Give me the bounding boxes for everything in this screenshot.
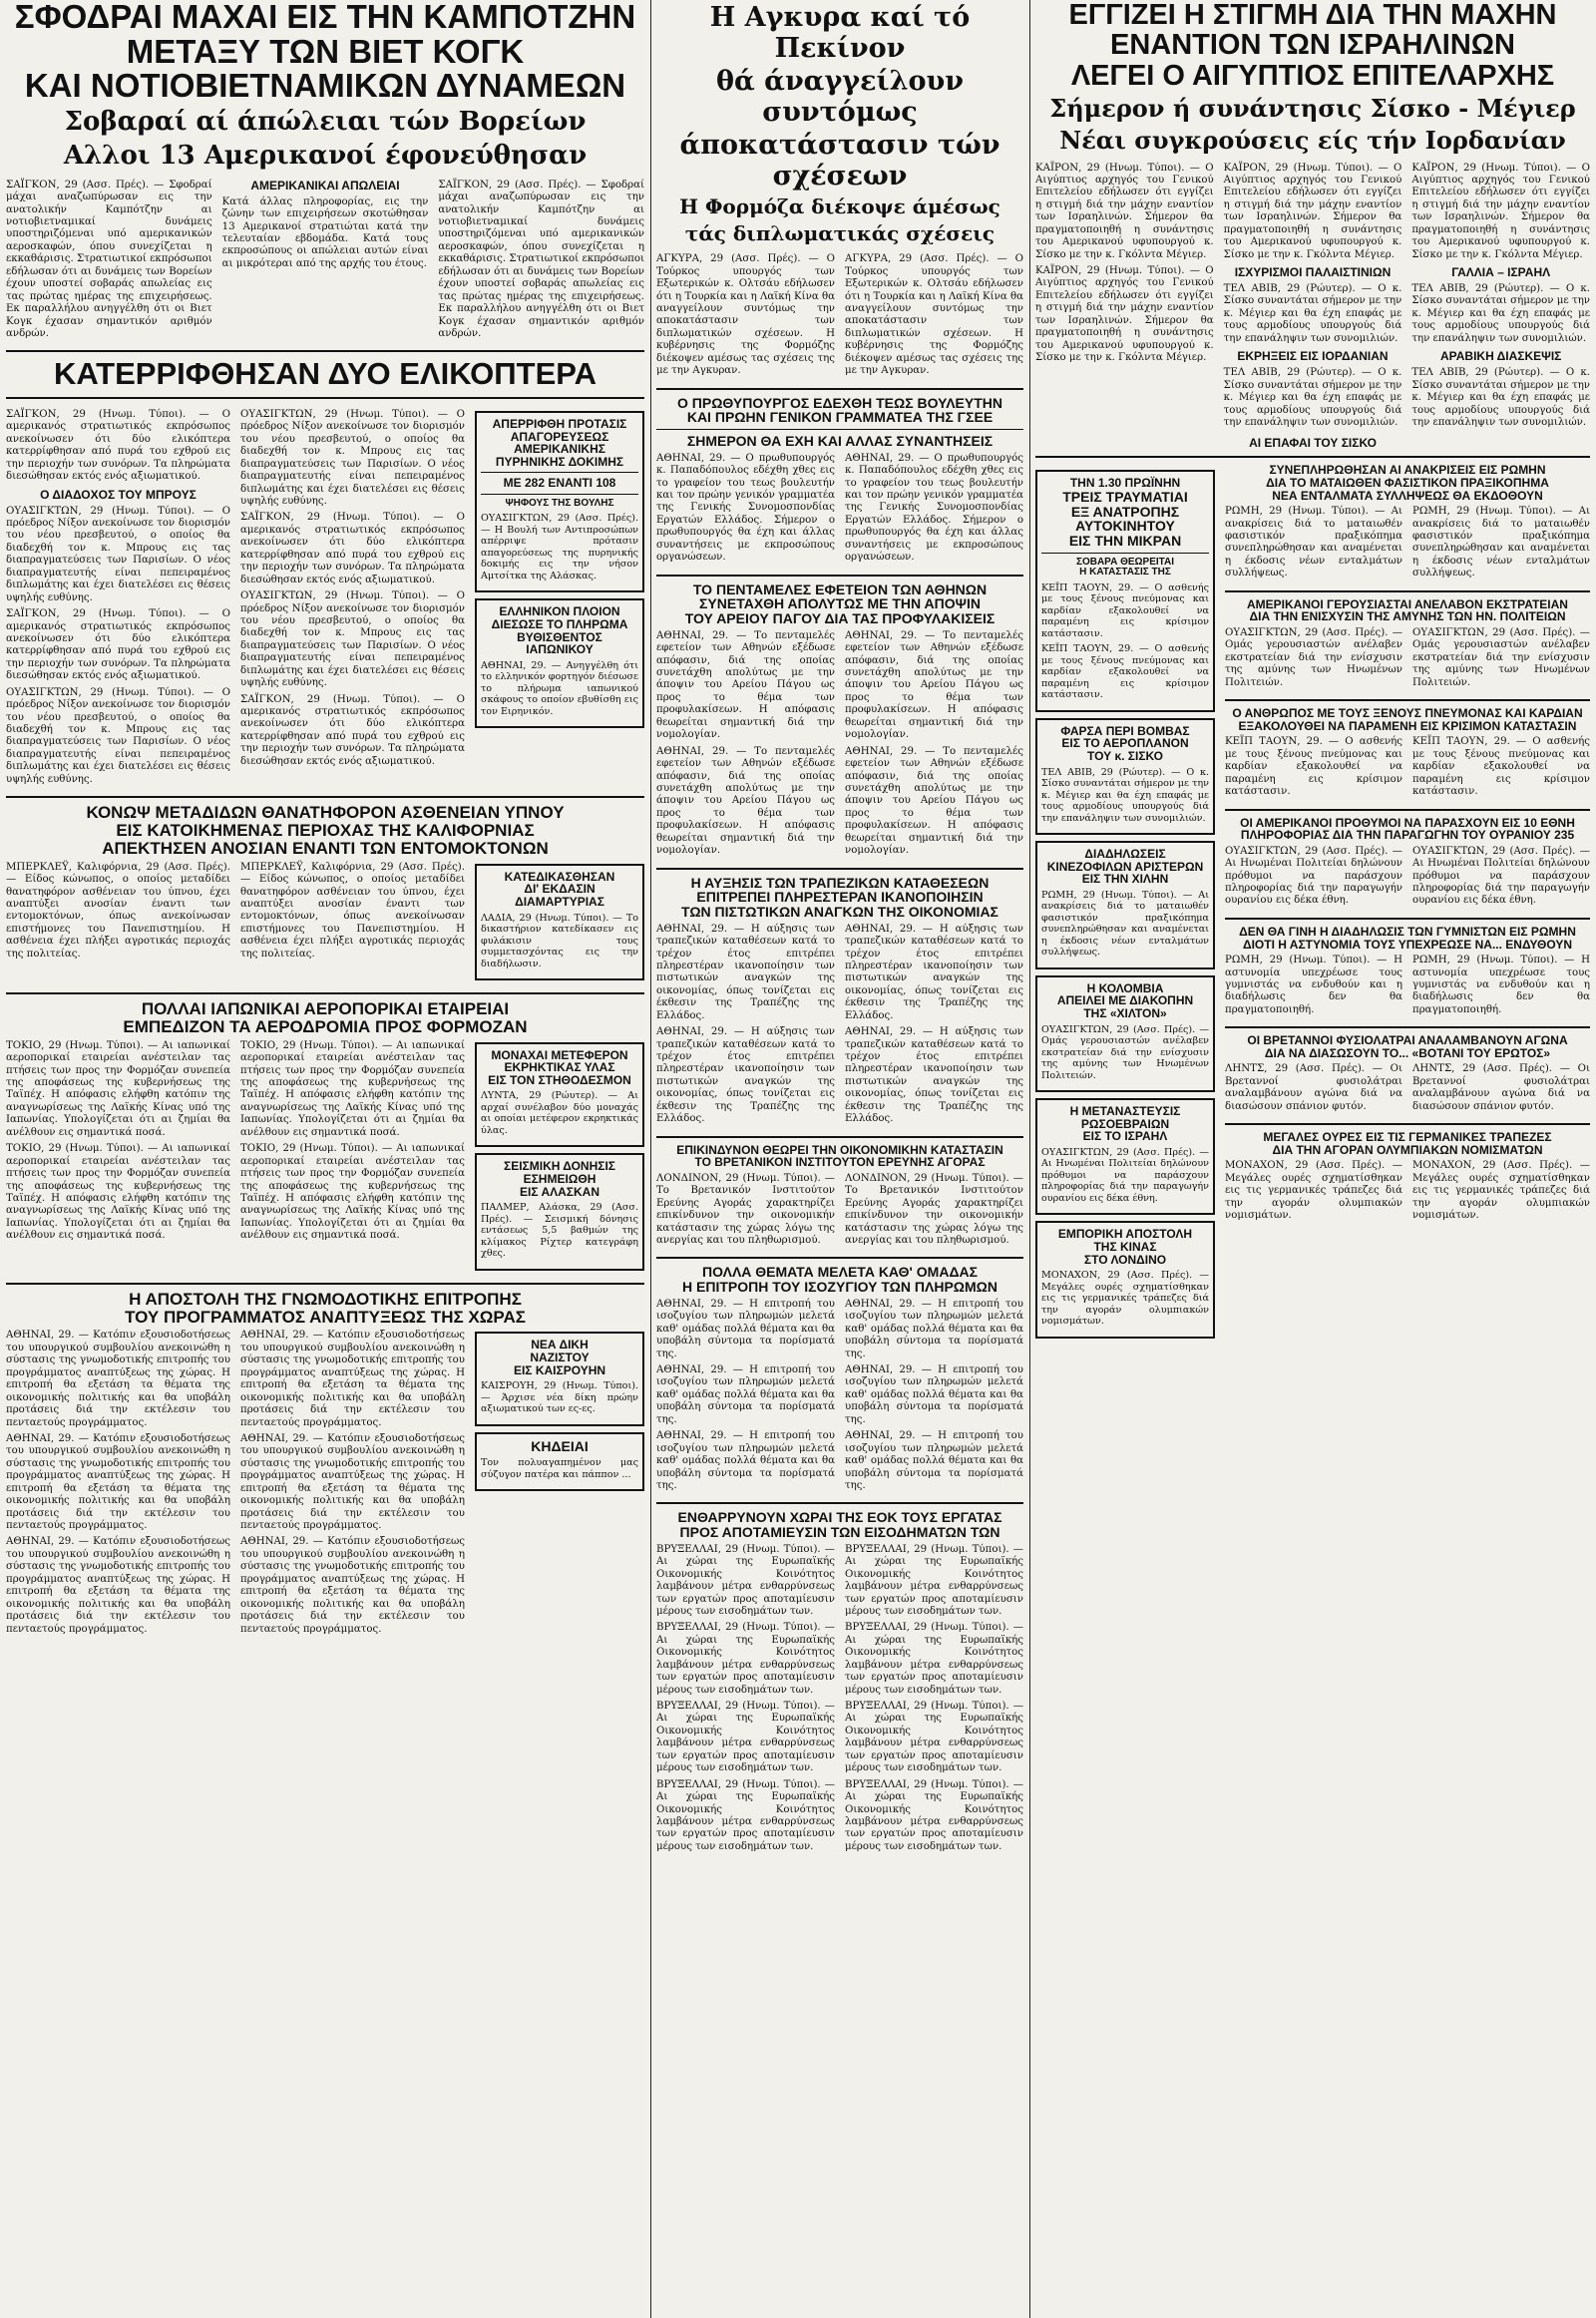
left-column <box>6 0 644 1640</box>
article-text: ΑΘΗΝΑΙ, 29. — Η αύξησις των τραπεζικών καταθέσεων κατά το τρέχον έτος επιτρέπει πληρεστέραν ικανοποίησιν των πιστωτικών αναγκών της οικονομίας, όπως τονίζεται εις έκθεσιν της Τραπέζης της Ελλάδος. <box>656 1026 835 1125</box>
box-headline: ΔΙΕΣΩΣΕ ΤΟ ΠΛΗΡΩΜΑ <box>491 617 628 631</box>
article-text: ΛΟΝΔΙΝΟΝ, 29 (Ηνωμ. Τύποι). — Το Βρετανικόν Ινστιτούτον Ερεύνης Αγοράς χαρακτηρίζει επικίνδυνον την οικονομικήν κατάστασιν της χώρας λόγω της ανεργίας και του πληθωρισμού. <box>845 1172 1023 1247</box>
box-headline: ΕΜΠΟΡΙΚΗ ΑΠΟΣΤΟΛΗ <box>1057 1227 1193 1242</box>
article-text: ΑΘΗΝΑΙ, 29. — Κατόπιν εξουσιοδοτήσεως του υπουργικού συμβουλίου ανεκοινώθη η σύστασις της γνωμοδοτικής επιτροπής του προγράμματος αναπτύξεως της χώρας. Η επιτροπή θα εξετάση τα θέματα της οικονομικής πολιτικής και θα υποβάλη προτάσεις διά την εκτέλεσιν του πενταετούς προγράμματος. <box>6 1432 230 1531</box>
headline-line: ΔΙΑ ΤΟ ΜΑΤΑΙΩΘΕΝ ΦΑΣΙΣΤΙΚΟΝ ΠΡΑΞΙΚΟΠΗΜΑ <box>1266 475 1549 490</box>
section-title: ΑΙ ΕΠΑΦΑΙ ΤΟΥ ΣΙΣΚΟ <box>1249 436 1377 451</box>
headline-line: ΜΕΤΑΞΥ ΤΩΝ ΒΙΕΤ ΚΟΓΚ <box>126 32 525 70</box>
article-text: ΑΘΗΝΑΙ, 29. — Η επιτροπή του ισοζυγίου των πληρωμών μελετά καθ' ομάδας πολλά θέματα και θα υποβάλη σύντομα τα πορίσματά της. <box>656 1364 835 1425</box>
headline-line: ΟΙ ΑΜΕΡΙΚΑΝΟΙ ΠΡΟΘΥΜΟΙ ΝΑ ΠΑΡΑΣΧΟΥΝ ΕΙΣ 10 ΕΘΝΗ <box>1240 815 1575 830</box>
article-text: ΜΟΝΑΧΟΝ, 29 (Ασσ. Πρές). — Μεγάλες ουρές σχηματίσθηκαν εις τις γερμανικές τράπεζες διά την αγοράν ολυμπιακών νομισμάτων. <box>1412 1160 1590 1222</box>
headline-line: Η ΑΠΟΣΤΟΛΗ ΤΗΣ ΓΝΩΜΟΔΟΤΙΚΗΣ ΕΠΙΤΡΟΠΗΣ <box>129 1289 522 1309</box>
headline-line: ΕΠΙΤΡΕΠΕΙ ΠΛΗΡΕΣΤΕΡΑΝ ΙΚΑΝΟΠΟΙΗΣΙΝ <box>696 889 984 906</box>
box-headline: ΤΟΥ κ. ΣΙΣΚΟ <box>1087 748 1163 763</box>
box-headline: ΕΣΗΜΕΙΩΘΗ <box>523 1172 597 1187</box>
box-headline: ΕΙΣ ΤΟ ΙΣΡΑΗΛ <box>1082 1129 1168 1144</box>
box-headline: ΠΥΡΗΝΙΚΗΣ ΔΟΚΙΜΗΣ <box>495 454 624 469</box>
headline-line: ΔΙΑ ΤΗΝ ΕΝΙΣΧΥΣΙΝ ΤΗΣ ΑΜΥΝΗΣ ΤΩΝ ΗΝ. ΠΟΛΙΤΕΙΩΝ <box>1249 609 1566 624</box>
subheadline: Η Φορμόζα διέκοψε άμέσως <box>679 194 1000 219</box>
headline-line: Η ΑΥΞΗΣΙΣ ΤΩΝ ΤΡΑΠΕΖΙΚΩΝ ΚΑΤΑΘΕΣΕΩΝ <box>690 874 990 891</box>
article-text: ΜΠΕΡΚΛΕΫ, Καλιφόρνια, 29 (Ασσ. Πρές). — Είδος κώνωπος, ο οποίος μεταδίδει θανατηφόρον ασθένειαν του ύπνου, έχει αναπτύξει ανοσίαν έναντι των εντομοκτόνων, όπως ανεκοίνωσαν επιστήμονες του Πανεπιστημίου. Η ασθένεια έχει πλήξει αγροτικάς περιοχάς της πολιτείας. <box>6 861 230 960</box>
article-text: Τον πολυαγαπημένον μας σύζυγον πατέρα και πάππον ... <box>481 1457 638 1480</box>
article-text: ΡΩΜΗ, 29 (Ηνωμ. Τύποι). — Αι ανακρίσεις διά το ματαιωθέν φασιστικόν πραξικόπημα συνεπληρώθησαν και αναμένεται η έκδοσις νέων ενταλμάτων συλλήψεως. <box>1225 506 1402 580</box>
headline-line: ΑΜΕΡΙΚΑΝΟΙ ΓΕΡΟΥΣΙΑΣΤΑΙ ΑΝΕΛΑΒΟΝ ΕΚΣΤΡΑΤΕΙΑΝ <box>1247 596 1568 611</box>
box-headline: ΕΙΣ ΤΟ ΑΕΡΟΠΛΑΝΟΝ <box>1061 736 1189 751</box>
article-text: ΚΑΙΣΡΟΥΗ, 29 (Ηνωμ. Τύποι). — Άρχισε νέα δίκη πρώην αξιωματικού των ες-ες. <box>481 1380 638 1415</box>
article-text: ΤΕΛ ΑΒΙΒ, 29 (Ρώυτερ). — Ο κ. Σίσκο συναντάται σήμερον με την κ. Μέγιερ και θα έχη επαφάς με τους αρμοδίους υπουργούς διά την επανάληψιν των συνομιλιών. <box>1041 766 1209 824</box>
article-text: ΑΘΗΝΑΙ, 29. — Ανηγγέλθη ότι το ελληνικόν φορτηγόν διέσωσε το πλήρωμα ιαπωνικού σκάφους το οποίον εβυθίσθη εις τον Ειρηνικόν. <box>481 659 638 717</box>
headline-line: ΤΟΥ ΑΡΕΙΟΥ ΠΑΓΟΥ ΔΙΑ ΤΑΣ ΠΡΟΦΥΛΑΚΙΣΕΙΣ <box>684 610 996 627</box>
article-text: ΚΕΪΠ ΤΑΟΥΝ, 29. — Ο ασθενής με τους ξένους πνεύμονας και καρδίαν εξακολουθεί να παραμένη εις κρίσιμον κατάστασιν. <box>1225 736 1402 798</box>
article-text: ΣΑΪΓΚΟΝ, 29 (Ασσ. Πρές). — Σφοδραί μάχαι αναζωπύρωσαν εις την ανατολικήν Καμπότζην αι νοτιοβιετναμικαί δυνάμεις υποστηριζόμεναι υπό αμερικανικών αεροσκαφών, όπου συνεχίζεται η εκκαθάρισις. Στρατιωτικοί εκπρόσωποι εδήλωσαν ότι αι δυνάμεις των Βορείων έχουν υποστεί σοβαράς απωλείας εις τας πρώτας ημέρας της επιχειρήσεως. Εκ παραλλήλου ανηγγέλθη ότι οι Βιετ Κογκ έχασαν σημαντικόν αριθμόν ανδρών. <box>438 179 644 339</box>
article-text: ΣΑΪΓΚΟΝ, 29 (Ηνωμ. Τύποι). — Ο αμερικανός στρατιωτικός εκπρόσωπος ανεκοίνωσεν ότι δύο ελικόπτερα κατερρίφθησαν από πυρά του εχθρού εις την περιοχήν των συνόρων. Τα πληρώματα διεσώθησαν εκτός ενός αξιωματικού. <box>240 512 465 585</box>
article-text: ΚΑΪΡΟΝ, 29 (Ηνωμ. Τύποι). — Ο Αιγύπτιος αρχηγός του Γενικού Επιτελείου εδήλωσεν ότι εγγίζει η στιγμή διά την μάχην εναντίον των Ισραηλινών. Σήμερον θα πραγματοποιηθή η συνάντησις του Αμερικανού υφυπουργού κ. Σίσκο με την κ. Γκόλντα Μέγιερ. <box>1035 265 1214 364</box>
headline-line: ΔΙΑ ΝΑ ΔΙΑΣΩΣΟΥΝ ΤΟ... «ΒΟΤΑΝΙ ΤΟΥ ΕΡΩΤΟΣ» <box>1264 1045 1551 1060</box>
article-text: ΟΥΑΣΙΓΚΤΩΝ, 29 (Ασσ. Πρές). — Η Βουλή των Αντιπροσώπων απέρριψε πρότασιν απαγορεύσεως της πυρηνικής δοκιμής εις την νήσον Αμτσίτκα της Αλάσκας. <box>481 513 638 581</box>
article-text: ΟΥΑΣΙΓΚΤΩΝ, 29 (Ασσ. Πρές). — Ομάς γερουσιαστών ανέλαβεν εκστρατείαν διά την ενίσχυσιν της αμύνης των Ηνωμένων Πολιτειών. <box>1225 626 1402 688</box>
article-text: ΤΕΛ ΑΒΙΒ, 29 (Ρώυτερ). — Ο κ. Σίσκο συναντάται σήμερον με την κ. Μέγιερ και θα έχη επαφάς με τους αρμοδίους υπουργούς διά την επανάληψιν των συνομιλιών. <box>1223 283 1402 344</box>
box-headline: ΡΩΣΟΕΒΡΑΙΩΝ <box>1080 1116 1170 1131</box>
article-text: ΑΘΗΝΑΙ, 29. — Κατόπιν εξουσιοδοτήσεως του υπουργικού συμβουλίου ανεκοινώθη η σύστασις της γνωμοδοτικής επιτροπής του προγράμματος αναπτύξεως της χώρας. Η επιτροπή θα εξετάση τα θέματα της οικονομικής πολιτικής και θα υποβάλη προτάσεις διά την εκτέλεσιν του πενταετούς προγράμματος. <box>240 1432 465 1531</box>
box-headline: ΤΡΕΙΣ ΤΡΑΥΜΑΤΙΑΙ <box>1062 488 1188 505</box>
headline-line: ΠΡΟΣ ΑΠΟΤΑΜΙΕΥΣΙΝ ΤΩΝ ΕΙΣΟΔΗΜΑΤΩΝ ΤΩΝ <box>679 1524 1000 1541</box>
headline-line: άποκατάστασιν τών σχέσεων <box>679 130 1000 193</box>
headline-line: ΔΕΝ ΘΑ ΓΙΝΗ Η ΔΙΑΔΗΛΩΣΙΣ ΤΩΝ ΓΥΜΝΙΣΤΩΝ ΕΙΣ ΡΩΜΗΝ <box>1239 924 1576 939</box>
box-headline: Η ΚΟΛΟΜΒΙΑ <box>1086 980 1164 995</box>
box-headline: ΣΟΒΑΡΑ ΘΕΩΡΕΙΤΑΙ <box>1075 556 1175 568</box>
headline-line: ΤΟ ΒΡΕΤΑΝΙΚΟΝ ΙΝΣΤΙΤΟΥΤΟΝ ΕΡΕΥΝΗΣ ΑΓΟΡΑΣ <box>694 1155 986 1170</box>
right-column <box>1035 0 1590 1345</box>
article-text: ΚΕΪΠ ΤΑΟΥΝ, 29. — Ο ασθενής με τους ξένους πνεύμονας και καρδίαν εξακολουθεί να παραμένη εις κρίσιμον κατάστασιν. <box>1412 736 1590 798</box>
article-text: ΣΑΪΓΚΟΝ, 29 (Ασσ. Πρές). — Σφοδραί μάχαι αναζωπύρωσαν εις την ανατολικήν Καμπότζην αι νοτιοβιετναμικαί δυνάμεις υποστηριζόμεναι υπό αμερικανικών αεροσκαφών, όπου συνεχίζεται η εκκαθάρισις. Στρατιωτικοί εκπρόσωποι εδήλωσαν ότι αι δυνάμεις των Βορείων έχουν υποστεί σοβαράς απωλείας εις τας πρώτας ημέρας της επιχειρήσεως. Εκ παραλλήλου ανηγγέλθη ότι οι Βιετ Κογκ έχασαν σημαντικόν αριθμόν ανδρών. <box>6 179 212 339</box>
article-text: ΑΘΗΝΑΙ, 29. — Η αύξησις των τραπεζικών καταθέσεων κατά το τρέχον έτος επιτρέπει πληρεστέραν ικανοποίησιν των πιστωτικών αναγκών της οικονομίας, όπως τονίζεται εις έκθεσιν της Τραπέζης της Ελλάδος. <box>845 923 1023 1021</box>
box-headline: ΙΑΠΩΝΙΚΟΥ <box>526 642 594 657</box>
article-text: ΜΟΝΑΧΟΝ, 29 (Ασσ. Πρές). — Μεγάλες ουρές σχηματίσθηκαν εις τις γερμανικές τράπεζες διά την αγοράν ολυμπιακών νομισμάτων. <box>1225 1160 1402 1222</box>
article-text: ΒΡΥΞΕΛΛΑΙ, 29 (Ηνωμ. Τύποι). — Αι χώραι της Ευρωπαϊκής Οικονομικής Κοινότητος λαμβάνουν μέτρα ενθαρρύνσεως των εργατών προς αποταμίευσιν μέρους των εισοδημάτων των. <box>656 1622 835 1696</box>
headline-line: ΣΗΜΕΡΟΝ ΘΑ ΕΧΗ ΚΑΙ ΑΛΛΑΣ ΣΥΝΑΝΤΗΣΕΙΣ <box>686 433 994 450</box>
headline-line: ΣΦΟΔΡΑΙ ΜΑΧΑΙ ΕΙΣ ΤΗΝ ΚΑΜΠΟΤΖΗΝ <box>14 0 636 35</box>
article-text: ΑΓΚΥΡΑ, 29 (Ασσ. Πρές). — Ο Τούρκος υπουργός των Εξωτερικών κ. Ολτσάυ εδήλωσεν ότι η Τουρκία και η Λαϊκή Κίνα θα αναγγείλουν συντόμως την αποκατάστασιν των διπλωματικών σχέσεων. Η κυβέρνησις της Φορμόζης διέκοψεν αμέσως τας σχέσεις της με την Αγκυραν. <box>845 253 1023 377</box>
headline-line: ΠΛΗΡΟΦΟΡΙΑΣ ΔΙΑ ΤΗΝ ΠΑΡΑΓΩΓΗΝ ΤΟΥ ΟΥΡΑΝΙΟΥ 235 <box>1240 828 1575 843</box>
headline-line: θά άναγγείλουν συντόμως <box>715 66 964 129</box>
headline-line: ΝΕΑ ΕΝΤΑΛΜΑΤΑ ΣΥΛΛΗΨΕΩΣ ΘΑ ΕΚΔΟΘΟΥΝ <box>1272 488 1543 503</box>
article-text: ΒΡΥΞΕΛΛΑΙ, 29 (Ηνωμ. Τύποι). — Αι χώραι της Ευρωπαϊκής Οικονομικής Κοινότητος λαμβάνουν μέτρα ενθαρρύνσεως των εργατών προς αποταμίευσιν μέρους των εισοδημάτων των. <box>845 1622 1023 1696</box>
box-headline: ΑΥΤΟΚΙΝΗΤΟΥ <box>1075 518 1175 535</box>
box-headline: ΚΑΤΕΔΙΚΑΣΘΗΣΑΝ <box>504 869 615 884</box>
article-text: Κατά άλλας πληροφορίας, εις την ζώνην των επιχειρήσεων σκοτώθησαν 13 Αμερικανοί στρατιώται κατά την τελευταίαν εβδομάδα. Κατά τους εκπροσώπους οι απώλειαι αυτών είναι αι μικρότεραι από της αρχής του έτους. <box>221 195 429 269</box>
box-headline: ΒΥΘΙΣΘΕΝΤΟΣ <box>517 629 602 644</box>
article-text: ΑΘΗΝΑΙ, 29. — Το πενταμελές εφετείον των Αθηνών εξέδωσε απόφασιν, διά της οποίας συνετάχθη απολύτως με την άποψιν του Αρείου Πάγου ως προς το θέμα των προφυλακίσεων. Η απόφασις θεωρείται σημαντική διά την νομολογίαν. <box>845 745 1023 857</box>
article-text: ΑΓΚΥΡΑ, 29 (Ασσ. Πρές). — Ο Τούρκος υπουργός των Εξωτερικών κ. Ολτσάυ εδήλωσεν ότι η Τουρκία και η Λαϊκή Κίνα θα αναγγείλουν συντόμως την αποκατάστασιν των διπλωματικών σχέσεων. Η κυβέρνησις της Φορμόζης διέκοψεν αμέσως τας σχέσεις της με την Αγκυραν. <box>656 253 835 377</box>
article-text: ΟΥΑΣΙΓΚΤΩΝ, 29 (Ηνωμ. Τύποι). — Ο πρόεδρος Νίξον ανεκοίνωσε τον διορισμόν του νέου πρεσβευτού, ο οποίος θα διαδεχθή τον κ. Μπρους εις τας διαπραγματεύσεις των Παρισίων. Ο νέος διαπραγματευτής είναι πεπειραμένος διπλωμάτης και έχει διατελέσει εις θέσεις υψηλής ευθύνης. <box>6 686 230 785</box>
headline-line: ΤΟ ΠΕΝΤΑΜΕΛΕΣ ΕΦΕΤΕΙΟΝ ΤΩΝ ΑΘΗΝΩΝ <box>692 580 988 597</box>
headline-line: ΕΓΓΙΖΕΙ Η ΣΤΙΓΜΗ ΔΙΑ ΤΗΝ ΜΑΧΗΝ <box>1068 0 1557 31</box>
section-title: ΙΣΧΥΡΙΣΜΟΙ ΠΑΛΑΙΣΤΙΝΙΩΝ <box>1234 265 1392 279</box>
section-title: ΓΑΛΛΙΑ – ΙΣΡΑΗΛ <box>1451 265 1551 279</box>
section-title: ΕΚΡΗΞΕΙΣ ΕΙΣ ΙΟΡΔΑΝΙΑΝ <box>1237 349 1389 364</box>
article-text: ΣΑΪΓΚΟΝ, 29 (Ηνωμ. Τύποι). — Ο αμερικανός στρατιωτικός εκπρόσωπος ανεκοίνωσεν ότι δύο ελικόπτερα κατερρίφθησαν από πυρά του εχθρού εις την περιοχήν των συνόρων. Τα πληρώματα διεσώθησαν εκτός ενός αξιωματικού. <box>240 693 465 767</box>
section-title: Ο ΔΙΑΔΟΧΟΣ ΤΟΥ ΜΠΡΟΥΣ <box>40 487 197 502</box>
article-text: ΤΕΛ ΑΒΙΒ, 29 (Ρώυτερ). — Ο κ. Σίσκο συναντάται σήμερον με την κ. Μέγιερ και θα έχη επαφάς με τους αρμοδίους υπουργούς διά την επανάληψιν των συνομιλιών. <box>1411 367 1590 428</box>
article-text: ΣΑΪΓΚΟΝ, 29 (Ηνωμ. Τύποι). — Ο αμερικανός στρατιωτικός εκπρόσωπος ανεκοίνωσεν ότι δύο ελικόπτερα κατερρίφθησαν από πυρά του εχθρού εις την περιοχήν των συνόρων. Τα πληρώματα διεσώθησαν εκτός ενός αξιωματικού. <box>6 408 230 483</box>
box-headline: ΔΙΑΔΗΛΩΣΕΙΣ <box>1084 847 1166 861</box>
article-text: ΣΑΪΓΚΟΝ, 29 (Ηνωμ. Τύποι). — Ο αμερικανός στρατιωτικός εκπρόσωπος ανεκοίνωσεν ότι δύο ελικόπτερα κατερρίφθησαν από πυρά του εχθρού εις την περιοχήν των συνόρων. Τα πληρώματα διεσώθησαν εκτός ενός αξιωματικού. <box>6 608 230 682</box>
headline-line: ΠΟΛΛΑΙ ΙΑΠΩΝΙΚΑΙ ΑΕΡΟΠΟΡΙΚΑΙ ΕΤΑΙΡΕΙΑΙ <box>141 999 510 1018</box>
box-headline: ΕΙΣ ΚΑΙΣΡΟΥΗΝ <box>513 1362 606 1377</box>
headline-line: ΣΥΝΕΠΛΗΡΩΘΗΣΑΝ ΑΙ ΑΝΑΚΡΙΣΕΙΣ ΕΙΣ ΡΩΜΗΝ <box>1269 463 1546 478</box>
box-headline: Η ΚΑΤΑΣΤΑΣΙΣ ΤΗΣ <box>1079 567 1171 579</box>
box-headline: ΕΞ ΑΝΑΤΡΟΠΗΣ <box>1070 503 1180 520</box>
article-text: ΚΑΪΡΟΝ, 29 (Ηνωμ. Τύποι). — Ο Αιγύπτιος αρχηγός του Γενικού Επιτελείου εδήλωσεν ότι εγγίζει η στιγμή διά την μάχην εναντίον των Ισραηλινών. Σήμερον θα πραγματοποιηθή η συνάντησις του Αμερικανού υφυπουργού κ. Σίσκο με την κ. Γκόλντα Μέγιερ. <box>1223 162 1402 260</box>
box-headline: ΕΚΡΗΚΤΙΚΑΣ ΥΛΑΣ <box>504 1060 615 1075</box>
box-headline: Η ΜΕΤΑΝΑΣΤΕΥΣΙΣ <box>1069 1104 1181 1119</box>
article-text: ΛΟΝΔΙΝΟΝ, 29 (Ηνωμ. Τύποι). — Το Βρετανικόν Ινστιτούτον Ερεύνης Αγοράς χαρακτηρίζει επικίνδυνον την οικονομικήν κατάστασιν της χώρας λόγω της ανεργίας και του πληθωρισμού. <box>656 1172 835 1247</box>
headline-line: ΜΕΓΑΛΕΣ ΟΥΡΕΣ ΕΙΣ ΤΙΣ ΓΕΡΜΑΝΙΚΕΣ ΤΡΑΠΕΖΕΣ <box>1263 1130 1552 1145</box>
headline-line: ΚΟΝΩΨ ΜΕΤΑΔΙΔΩΝ ΘΑΝΑΤΗΦΟΡΟΝ ΑΣΘΕΝΕΙΑΝ ΥΠΝΟΥ <box>86 803 565 823</box>
article-text: ΟΥΑΣΙΓΚΤΩΝ, 29 (Ηνωμ. Τύποι). — Ο πρόεδρος Νίξον ανεκοίνωσε τον διορισμόν του νέου πρεσβευτού, ο οποίος θα διαδεχθή τον κ. Μπρους εις τας διαπραγματεύσεις των Παρισίων. Ο νέος διαπραγματευτής είναι πεπειραμένος διπλωμάτης και έχει διατελέσει εις θέσεις υψηλής ευθύνης. <box>240 408 465 507</box>
box-headline: ΕΙΣ ΤΗΝ ΧΙΛΗΝ <box>1081 872 1169 887</box>
article-text: ΑΘΗΝΑΙ, 29. — Κατόπιν εξουσιοδοτήσεως του υπουργικού συμβουλίου ανεκοινώθη η σύστασις της γνωμοδοτικής επιτροπής του προγράμματος αναπτύξεως της χώρας. Η επιτροπή θα εξετάση τα θέματα της οικονομικής πολιτικής και θα υποβάλη προτάσεις διά την εκτέλεσιν του πενταετούς προγράμματος. <box>6 1330 230 1428</box>
article-text: ΑΘΗΝΑΙ, 29. — Η αύξησις των τραπεζικών καταθέσεων κατά το τρέχον έτος επιτρέπει πληρεστέραν ικανοποίησιν των πιστωτικών αναγκών της οικονομίας, όπως τονίζεται εις έκθεσιν της Τραπέζης της Ελλάδος. <box>656 923 835 1021</box>
subheadline: Σήμερον ή συνάντησις Σίσκο - Μέγιερ <box>1049 94 1576 124</box>
box-headline: ΦΑΡΣΑ ΠΕΡΙ ΒΟΜΒΑΣ <box>1060 723 1190 738</box>
headline-line: Η ΕΠΙΤΡΟΠΗ ΤΟΥ ΙΣΟΖΥΓΙΟΥ ΤΩΝ ΠΛΗΡΩΜΩΝ <box>682 1279 998 1296</box>
box-headline: ΑΠΕΡΡΙΦΘΗ ΠΡΟΤΑΣΙΣ <box>492 416 627 431</box>
article-text: ΤΟΚΙΟ, 29 (Ηνωμ. Τύποι). — Αι ιαπωνικαί αεροπορικαί εταιρείαι ανέστειλαν τας πτήσεις των προς την Φορμόζαν συνεπεία της αποφάσεως της κυβερνήσεως της Ταϊπέχ. Η απόφασις ελήφθη κατόπιν της αναγνωρίσεως της Λαϊκής Κίνας υπό της Ιαπωνίας. Υπολογίζεται ότι αι ζημίαι θα ανέλθουν εις σημαντικά ποσά. <box>240 1143 465 1242</box>
article-text: ΡΩΜΗ, 29 (Ηνωμ. Τύποι). — Αι ανακρίσεις διά το ματαιωθέν φασιστικόν πραξικόπημα συνεπληρώθησαν και αναμένεται η έκδοσις νέων ενταλμάτων συλλήψεως. <box>1412 506 1590 580</box>
article-text: ΡΩΜΗ, 29 (Ηνωμ. Τύποι). — Αι ανακρίσεις διά το ματαιωθέν φασιστικόν πραξικόπημα συνεπληρώθησαν και αναμένεται η έκδοσις νέων ενταλμάτων συλλήψεως. <box>1041 889 1209 959</box>
article-text: ΑΘΗΝΑΙ, 29. — Η επιτροπή του ισοζυγίου των πληρωμών μελετά καθ' ομάδας πολλά θέματα και θα υποβάλη σύντομα τα πορίσματά της. <box>656 1298 835 1359</box>
article-text: ΒΡΥΞΕΛΛΑΙ, 29 (Ηνωμ. Τύποι). — Αι χώραι της Ευρωπαϊκής Οικονομικής Κοινότητος λαμβάνουν μέτρα ενθαρρύνσεως των εργατών προς αποταμίευσιν μέρους των εισοδημάτων των. <box>656 1778 835 1852</box>
article-text: ΑΘΗΝΑΙ, 29. — Η επιτροπή του ισοζυγίου των πληρωμών μελετά καθ' ομάδας πολλά θέματα και θα υποβάλη σύντομα τα πορίσματά της. <box>845 1364 1023 1425</box>
box-headline: ΜΕ 282 ΕΝΑΝΤΙ 108 <box>503 476 616 491</box>
headline-line: ΕΝΑΝΤΙΟΝ ΤΩΝ ΙΣΡΑΗΛΙΝΩΝ <box>1109 29 1515 62</box>
headline: ΚΑΤΕΡΡΙΦΘΗΣΑΝ ΔΥΟ ΕΛΙΚΟΠΤΕΡΑ <box>53 356 598 392</box>
box-headline: ΚΙΝΕΖΟΦΙΛΩΝ ΑΡΙΣΤΕΡΩΝ <box>1046 859 1204 874</box>
box-headline: ΤΗΣ «ΧΙΛΤΟΝ» <box>1083 1005 1167 1020</box>
article-text: ΡΩΜΗ, 29 (Ηνωμ. Τύποι). — Η αστυνομία υπεχρέωσε τους γυμνιστάς να ενδυθούν και η διαδήλωσις δεν θα πραγματοποιηθή. <box>1225 955 1402 1015</box>
article-text: ΟΥΑΣΙΓΚΤΩΝ, 29 (Ασσ. Πρές). — Αι Ηνωμέναι Πολιτείαι δηλώνουν πρόθυμοι να παράσχουν πληροφορίας διά την παραγωγήν ουρανίου εις δέκα έθνη. <box>1412 845 1590 907</box>
box-headline: ΤΗΣ ΚΙΝΑΣ <box>1093 1239 1157 1254</box>
subheadline: Νέαι συγκρούσεις είς τήν Ιορδανίαν <box>1059 125 1566 155</box>
box-headline: ΑΠΕΙΛΕΙ ΜΕ ΔΙΑΚΟΠΗΝ <box>1056 993 1194 1008</box>
article-text: ΒΡΥΞΕΛΛΑΙ, 29 (Ηνωμ. Τύποι). — Αι χώραι της Ευρωπαϊκής Οικονομικής Κοινότητος λαμβάνουν μέτρα ενθαρρύνσεως των εργατών προς αποταμίευσιν μέρους των εισοδημάτων των. <box>845 1778 1023 1852</box>
box-headline: ΕΛΛΗΝΙΚΟΝ ΠΛΟΙΟΝ <box>499 604 620 619</box>
article-text: ΛΑΔΙΑ, 29 (Ηνωμ. Τύποι). — Το δικαστήριον κατεδίκασεν εις φυλάκισιν τους συμμετασχόντας εις την διαδήλωσιν. <box>481 912 638 969</box>
article-text: ΚΕΪΠ ΤΑΟΥΝ, 29. — Ο ασθενής με τους ξένους πνεύμονας και καρδίαν εξακολουθεί να παραμένη εις κρίσιμον κατάστασιν. <box>1041 643 1209 701</box>
column-divider <box>1029 0 1030 2318</box>
article-text: ΟΥΑΣΙΓΚΤΩΝ, 29 (Ηνωμ. Τύποι). — Ο πρόεδρος Νίξον ανεκοίνωσε τον διορισμόν του νέου πρεσβευτού, ο οποίος θα διαδεχθή τον κ. Μπρους εις τας διαπραγματεύσεις των Παρισίων. Ο νέος διαπραγματευτής είναι πεπειραμένος διπλωμάτης και έχει διατελέσει εις θέσεις υψηλής ευθύνης. <box>6 505 230 603</box>
article-text: ΑΘΗΝΑΙ, 29. — Η αύξησις των τραπεζικών καταθέσεων κατά το τρέχον έτος επιτρέπει πληρεστέραν ικανοποίησιν των πιστωτικών αναγκών της οικονομίας, όπως τονίζεται εις έκθεσιν της Τραπέζης της Ελλάδος. <box>845 1026 1023 1125</box>
box-headline: ΑΜΕΡΙΚΑΝΙΚΗΣ <box>514 442 605 457</box>
box-headline: ΝΑΖΙΣΤΟΥ <box>530 1351 590 1365</box>
headline-line: Ο ΑΝΘΡΩΠΟΣ ΜΕ ΤΟΥΣ ΞΕΝΟΥΣ ΠΝΕΥΜΟΝΑΣ ΚΑΙ ΚΑΡΔΙΑΝ <box>1232 706 1583 721</box>
headline-line: Η Αγκυρα καί τό Πεκίνον <box>709 2 971 65</box>
headline-line: ΚΑΙ ΠΡΩΗΝ ΓΕΝΙΚΟΝ ΓΡΑΜΜΑΤΕΑ ΤΗΣ ΓΣΕΕ <box>686 409 994 426</box>
article-text: ΒΡΥΞΕΛΛΑΙ, 29 (Ηνωμ. Τύποι). — Αι χώραι της Ευρωπαϊκής Οικονομικής Κοινότητος λαμβάνουν μέτρα ενθαρρύνσεως των εργατών προς αποταμίευσιν μέρους των εισοδημάτων των. <box>845 1543 1023 1617</box>
headline-line: ΚΑΙ ΝΟΤΙΟΒΙΕΤΝΑΜΙΚΩΝ ΔΥΝΑΜΕΩΝ <box>24 67 626 105</box>
article-text: ΛΥΝΤΑ, 29 (Ρώυτερ). — Αι αρχαί συνέλαβον δύο μοναχάς αι οποίαι μετέφερον εκρηκτικάς ύλας. <box>481 1090 638 1136</box>
article-text: ΛΗΝΤΣ, 29 (Ασσ. Πρές). — Οι Βρεταννοί φυσιολάτραι αναλαμβάνουν αγώνα διά να διασώσουν σπάνιον φυτόν. <box>1225 1063 1402 1112</box>
headline-line: ΕΜΠΕΔΙΖΟΝ ΤΑ ΑΕΡΟΔΡΟΜΙΑ ΠΡΟΣ ΦΟΡΜΟΖΑΝ <box>123 1016 528 1036</box>
article-text: ΤΟΚΙΟ, 29 (Ηνωμ. Τύποι). — Αι ιαπωνικαί αεροπορικαί εταιρείαι ανέστειλαν τας πτήσεις των προς την Φορμόζαν συνεπεία της αποφάσεως της κυβερνήσεως της Ταϊπέχ. Η απόφασις ελήφθη κατόπιν της αναγνωρίσεως της Λαϊκής Κίνας υπό της Ιαπωνίας. Υπολογίζεται ότι αι ζημίαι θα ανέλθουν εις σημαντικά ποσά. <box>240 1039 465 1138</box>
headline-line: ΛΕΓΕΙ Ο ΑΙΓΥΠΤΙΟΣ ΕΠΙΤΕΛΑΡΧΗΣ <box>1070 59 1555 92</box>
box-headline: ΤΗΝ 1.30 ΠΡΩΪΝΗΝ <box>1069 476 1181 491</box>
article-text: ΒΡΥΞΕΛΛΑΙ, 29 (Ηνωμ. Τύποι). — Αι χώραι της Ευρωπαϊκής Οικονομικής Κοινότητος λαμβάνουν μέτρα ενθαρρύνσεως των εργατών προς αποταμίευσιν μέρους των εισοδημάτων των. <box>656 1543 835 1617</box>
box-headline: ΨΗΦΟΥΣ ΤΗΣ ΒΟΥΛΗΣ <box>505 497 614 509</box>
headline-line: ΕΝΘΑΡΡΥΝΟΥΝ ΧΩΡΑΙ ΤΗΣ ΕΟΚ ΤΟΥΣ ΕΡΓΑΤΑΣ <box>677 1509 1002 1526</box>
headline-line: ΕΙΣ ΚΑΤΟΙΚΗΜΕΝΑΣ ΠΕΡΙΟΧΑΣ ΤΗΣ ΚΑΛΙΦΟΡΝΙΑΣ <box>116 821 535 841</box>
article-text: ΚΑΪΡΟΝ, 29 (Ηνωμ. Τύποι). — Ο Αιγύπτιος αρχηγός του Γενικού Επιτελείου εδήλωσεν ότι εγγίζει η στιγμή διά την μάχην εναντίον των Ισραηλινών. Σήμερον θα πραγματοποιηθή η συνάντησις του Αμερικανού υφυπουργού κ. Σίσκο με την κ. Γκόλντα Μέγιερ. <box>1035 162 1214 260</box>
article-text: ΟΥΑΣΙΓΚΤΩΝ, 29 (Ηνωμ. Τύποι). — Ο πρόεδρος Νίξον ανεκοίνωσε τον διορισμόν του νέου πρεσβευτού, ο οποίος θα διαδεχθή τον κ. Μπρους εις τας διαπραγματεύσεις των Παρισίων. Ο νέος διαπραγματευτής είναι πεπειραμένος διπλωμάτης και έχει διατελέσει εις θέσεις υψηλής ευθύνης. <box>240 590 465 689</box>
subheadline: Σοβαραί αί άπώλειαι τών Βορείων <box>64 106 587 137</box>
box-headline: ΕΙΣ ΤΟΝ ΣΤΗΘΟΔΕΣΜΟΝ <box>488 1072 631 1087</box>
box-headline: ΣΕΙΣΜΙΚΗ ΔΟΝΗΣΙΣ <box>504 1159 615 1174</box>
article-text: ΤΕΛ ΑΒΙΒ, 29 (Ρώυτερ). — Ο κ. Σίσκο συναντάται σήμερον με την κ. Μέγιερ και θα έχη επαφάς με τους αρμοδίους υπουργούς διά την επανάληψιν των συνομιλιών. <box>1411 283 1590 344</box>
article-text: ΤΟΚΙΟ, 29 (Ηνωμ. Τύποι). — Αι ιαπωνικαί αεροπορικαί εταιρείαι ανέστειλαν τας πτήσεις των προς την Φορμόζαν συνεπεία της αποφάσεως της κυβερνήσεως της Ταϊπέχ. Η απόφασις ελήφθη κατόπιν της αναγνωρίσεως της Λαϊκής Κίνας υπό της Ιαπωνίας. Υπολογίζεται ότι αι ζημίαι θα ανέλθουν εις σημαντικά ποσά. <box>6 1143 230 1242</box>
article-text: ΑΘΗΝΑΙ, 29. — Η επιτροπή του ισοζυγίου των πληρωμών μελετά καθ' ομάδας πολλά θέματα και θα υποβάλη σύντομα τα πορίσματά της. <box>845 1430 1023 1491</box>
section-title: ΑΜΕΡΙΚΑΝΙΚΑΙ ΑΠΩΛΕΙΑΙ <box>250 178 400 193</box>
article-text: ΒΡΥΞΕΛΛΑΙ, 29 (Ηνωμ. Τύποι). — Αι χώραι της Ευρωπαϊκής Οικονομικής Κοινότητος λαμβάνουν μέτρα ενθαρρύνσεως των εργατών προς αποταμίευσιν μέρους των εισοδημάτων των. <box>845 1701 1023 1774</box>
article-text: ΟΥΑΣΙΓΚΤΩΝ, 29 (Ασσ. Πρές). — Ομάς γερουσιαστών ανέλαβεν εκστρατείαν διά την ενίσχυσιν της αμύνης των Ηνωμένων Πολιτειών. <box>1041 1023 1209 1081</box>
article-text: ΤΟΚΙΟ, 29 (Ηνωμ. Τύποι). — Αι ιαπωνικαί αεροπορικαί εταιρείαι ανέστειλαν τας πτήσεις των προς την Φορμόζαν συνεπεία της αποφάσεως της κυβερνήσεως της Ταϊπέχ. Η απόφασις ελήφθη κατόπιν της αναγνωρίσεως της Λαϊκής Κίνας υπό της Ιαπωνίας. Υπολογίζεται ότι αι ζημίαι θα ανέλθουν εις σημαντικά ποσά. <box>6 1039 230 1138</box>
column-divider <box>650 0 651 2318</box>
headline-line: ΔΙΟΤΙ Η ΑΣΤΥΝΟΜΙΑ ΤΟΥΣ ΥΠΕΧΡΕΩΣΕ ΝΑ... ΕΝΔΥΘΟΥΝ <box>1242 937 1573 952</box>
headline-line: ΠΟΛΛΑ ΘΕΜΑΤΑ ΜΕΛΕΤΑ ΚΑΘ' ΟΜΑΔΑΣ <box>701 1264 979 1281</box>
article-text: ΜΠΕΡΚΛΕΫ, Καλιφόρνια, 29 (Ασσ. Πρές). — Είδος κώνωπος, ο οποίος μεταδίδει θανατηφόρον ασθένειαν του ύπνου, έχει αναπτύξει ανοσίαν έναντι των εντομοκτόνων, όπως ανεκοίνωσαν επιστήμονες του Πανεπιστημίου. Η ασθένεια έχει πλήξει αγροτικάς περιοχάς της πολιτείας. <box>240 861 465 960</box>
article-text: ΑΘΗΝΑΙ, 29. — Ο πρωθυπουργός κ. Παπαδόπουλος εδέχθη χθες εις το γραφείον του τεως βουλευτήν και τον πρώην γενικόν γραμματέα της Γενικής Συνομοσπονδίας Εργατών Ελλάδος. Σήμερον ο πρωθυπουργός θα έχη και άλλας συναντήσεις με εκπροσώπους οργανώσεων. <box>656 452 835 564</box>
article-text: ΠΑΛΜΕΡ, Αλάσκα, 29 (Ασσ. Πρές). — Σεισμική δόνησις εντάσεως 5,5 βαθμών της κλίμακος Ρίχτερ κατεγράφη χθες. <box>481 1202 638 1260</box>
article-text: ΑΘΗΝΑΙ, 29. — Η επιτροπή του ισοζυγίου των πληρωμών μελετά καθ' ομάδας πολλά θέματα και θα υποβάλη σύντομα τα πορίσματά της. <box>845 1298 1023 1359</box>
article-text: ΑΘΗΝΑΙ, 29. — Ο πρωθυπουργός κ. Παπαδόπουλος εδέχθη χθες εις το γραφείον του τεως βουλευτήν και τον πρώην γενικόν γραμματέα της Γενικής Συνομοσπονδίας Εργατών Ελλάδος. Σήμερον ο πρωθυπουργός θα έχη και άλλας συναντήσεις με εκπροσώπους οργανώσεων. <box>845 452 1023 564</box>
box-headline: ΜΟΝΑΧΑΙ ΜΕΤΕΦΕΡΟΝ <box>491 1047 628 1062</box>
article-text: ΚΑΪΡΟΝ, 29 (Ηνωμ. Τύποι). — Ο Αιγύπτιος αρχηγός του Γενικού Επιτελείου εδήλωσεν ότι εγγίζει η στιγμή διά την μάχην εναντίον των Ισραηλινών. Σήμερον θα πραγματοποιηθή η συνάντησις του Αμερικανού υφυπουργού κ. Σίσκο με την κ. Γκόλντα Μέγιερ. <box>1411 162 1590 260</box>
article-text: ΑΘΗΝΑΙ, 29. — Κατόπιν εξουσιοδοτήσεως του υπουργικού συμβουλίου ανεκοινώθη η σύστασις της γνωμοδοτικής επιτροπής του προγράμματος αναπτύξεως της χώρας. Η επιτροπή θα εξετάση τα θέματα της οικονομικής πολιτικής και θα υποβάλη προτάσεις διά την εκτέλεσιν του πενταετούς προγράμματος. <box>240 1536 465 1635</box>
article-text: ΚΕΪΠ ΤΑΟΥΝ, 29. — Ο ασθενής με τους ξένους πνεύμονας και καρδίαν εξακολουθεί να παραμένη εις κρίσιμον κατάστασιν. <box>1041 581 1209 639</box>
article-text: ΑΘΗΝΑΙ, 29. — Κατόπιν εξουσιοδοτήσεως του υπουργικού συμβουλίου ανεκοινώθη η σύστασις της γνωμοδοτικής επιτροπής του προγράμματος αναπτύξεως της χώρας. Η επιτροπή θα εξετάση τα θέματα της οικονομικής πολιτικής και θα υποβάλη προτάσεις διά την εκτέλεσιν του πενταετούς προγράμματος. <box>6 1536 230 1635</box>
headline-line: ΣΥΝΕΤΑΧΘΗ ΑΠΟΛΥΤΩΣ ΜΕ ΤΗΝ ΑΠΟΨΙΝ <box>699 595 981 612</box>
article-text: ΒΡΥΞΕΛΛΑΙ, 29 (Ηνωμ. Τύποι). — Αι χώραι της Ευρωπαϊκής Οικονομικής Κοινότητος λαμβάνουν μέτρα ενθαρρύνσεως των εργατών προς αποταμίευσιν μέρους των εισοδημάτων των. <box>656 1701 835 1774</box>
headline-line: ΔΙΑ ΤΗΝ ΑΓΟΡΑΝ ΟΛΥΜΠΙΑΚΩΝ ΝΟΜΙΣΜΑΤΩΝ <box>1272 1142 1543 1157</box>
headline-line: ΕΞΑΚΟΛΟΥΘΕΙ ΝΑ ΠΑΡΑΜΕΝΗ ΕΙΣ ΚΡΙΣΙΜΟΝ ΚΑΤΑΣΤΑΣΙΝ <box>1238 718 1577 733</box>
box-headline: ΔΙ' ΕΚΔΑΣΙΝ <box>524 882 596 897</box>
article-text: ΡΩΜΗ, 29 (Ηνωμ. Τύποι). — Η αστυνομία υπεχρέωσε τους γυμνιστάς να ενδυθούν και η διαδήλωσις δεν θα πραγματοποιηθή. <box>1412 955 1590 1015</box>
article-text: ΤΕΛ ΑΒΙΒ, 29 (Ρώυτερ). — Ο κ. Σίσκο συναντάται σήμερον με την κ. Μέγιερ και θα έχη επαφάς με τους αρμοδίους υπουργούς διά την επανάληψιν των συνομιλιών. <box>1223 367 1402 428</box>
headline-line: Ο ΠΡΩΘΥΠΟΥΡΓΟΣ ΕΔΕΧΘΗ ΤΕΩΣ ΒΟΥΛΕΥΤΗΝ <box>676 394 1002 411</box>
subheadline: τάς διπλωματικάς σχέσεις <box>684 221 996 246</box>
article-text: ΑΘΗΝΑΙ, 29. — Κατόπιν εξουσιοδοτήσεως του υπουργικού συμβουλίου ανεκοινώθη η σύστασις της γνωμοδοτικής επιτροπής του προγράμματος αναπτύξεως της χώρας. Η επιτροπή θα εξετάση τα θέματα της οικονομικής πολιτικής και θα υποβάλη προτάσεις διά την εκτέλεσιν του πενταετούς προγράμματος. <box>240 1330 465 1428</box>
box-headline: ΕΙΣ ΤΗΝ ΜΙΚΡΑΝ <box>1068 533 1182 550</box>
box-headline: ΔΙΑΜΑΡΤΥΡΙΑΣ <box>515 894 604 909</box>
box-headline: ΕΙΣ ΑΛΑΣΚΑΝ <box>520 1184 599 1199</box>
article-text: ΑΘΗΝΑΙ, 29. — Το πενταμελές εφετείον των Αθηνών εξέδωσε απόφασιν, διά της οποίας συνετάχθη απολύτως με την άποψιν του Αρείου Πάγου ως προς το θέμα των προφυλακίσεων. Η απόφασις θεωρείται σημαντική διά την νομολογίαν. <box>845 629 1023 741</box>
middle-column <box>656 0 1023 1857</box>
article-text: ΟΥΑΣΙΓΚΤΩΝ, 29 (Ασσ. Πρές). — Αι Ηνωμέναι Πολιτείαι δηλώνουν πρόθυμοι να παράσχουν πληροφορίας διά την παραγωγήν ουρανίου εις δέκα έθνη. <box>1225 845 1402 907</box>
section-title: ΑΡΑΒΙΚΗ ΔΙΑΣΚΕΨΙΣ <box>1439 349 1562 364</box>
box-headline: ΑΠΑΓΟΡΕΥΣΕΩΣ <box>510 429 609 444</box>
headline-line: ΑΠΕΚΤΗΣΕΝ ΑΝΟΣΙΑΝ ΕΝΑΝΤΙ ΤΩΝ ΕΝΤΟΜΟΚΤΟΝΩΝ <box>102 838 549 858</box>
article-text: ΑΘΗΝΑΙ, 29. — Το πενταμελές εφετείον των Αθηνών εξέδωσε απόφασιν, διά της οποίας συνετάχθη απολύτως με την άποψιν του Αρείου Πάγου ως προς το θέμα των προφυλακίσεων. Η απόφασις θεωρείται σημαντική διά την νομολογίαν. <box>656 745 835 857</box>
article-text: ΑΘΗΝΑΙ, 29. — Η επιτροπή του ισοζυγίου των πληρωμών μελετά καθ' ομάδας πολλά θέματα και θα υποβάλη σύντομα τα πορίσματά της. <box>656 1430 835 1491</box>
box-headline: ΣΤΟ ΛΟΝΔΙΝΟ <box>1083 1252 1167 1267</box>
article-text: ΟΥΑΣΙΓΚΤΩΝ, 29 (Ασσ. Πρές). — Ομάς γερουσιαστών ανέλαβεν εκστρατείαν διά την ενίσχυσιν της αμύνης των Ηνωμένων Πολιτειών. <box>1412 626 1590 688</box>
headline-line: ΤΟΥ ΠΡΟΓΡΑΜΜΑΤΟΣ ΑΝΑΠΤΥΞΕΩΣ ΤΗΣ ΧΩΡΑΣ <box>125 1307 526 1327</box>
subheadline: Αλλοι 13 Αμερικανοί έφονεύθησαν <box>63 140 588 171</box>
article-text: ΜΟΝΑΧΟΝ, 29 (Ασσ. Πρές). — Μεγάλες ουρές σχηματίσθηκαν εις τις γερμανικές τράπεζες διά την αγοράν ολυμπιακών νομισμάτων. <box>1041 1270 1209 1328</box>
headline-line: ΕΠΙΚΙΝΔΥΝΟΝ ΘΕΩΡΕΙ ΤΗΝ ΟΙΚΟΝΟΜΙΚΗΝ ΚΑΤΑΣΤΑΣΙΝ <box>676 1142 1003 1157</box>
box-headline: ΚΗΔΕΙΑΙ <box>531 1437 589 1454</box>
headline-line: ΤΩΝ ΠΙΣΤΩΤΙΚΩΝ ΑΝΑΓΚΩΝ ΤΗΣ ΟΙΚΟΝΟΜΙΑΣ <box>681 903 998 920</box>
headline-line: ΟΙ ΒΡΕΤΑΝΝΟΙ ΦΥΣΙΟΛΑΤΡΑΙ ΑΝΑΛΑΜΒΑΝΟΥΝ ΑΓΩΝΑ <box>1247 1033 1568 1048</box>
box-headline: ΝΕΑ ΔΙΚΗ <box>531 1338 589 1352</box>
article-text: ΛΗΝΤΣ, 29 (Ασσ. Πρές). — Οι Βρεταννοί φυσιολάτραι αναλαμβάνουν αγώνα διά να διασώσουν σπάνιον φυτόν. <box>1412 1063 1590 1112</box>
article-text: ΟΥΑΣΙΓΚΤΩΝ, 29 (Ασσ. Πρές). — Αι Ηνωμέναι Πολιτείαι δηλώνουν πρόθυμοι να παράσχουν πληροφορίας διά την παραγωγήν ουρανίου εις δέκα έθνη. <box>1041 1146 1209 1204</box>
article-text: ΑΘΗΝΑΙ, 29. — Το πενταμελές εφετείον των Αθηνών εξέδωσε απόφασιν, διά της οποίας συνετάχθη απολύτως με την άποψιν του Αρείου Πάγου ως προς το θέμα των προφυλακίσεων. Η απόφασις θεωρείται σημαντική διά την νομολογίαν. <box>656 629 835 741</box>
